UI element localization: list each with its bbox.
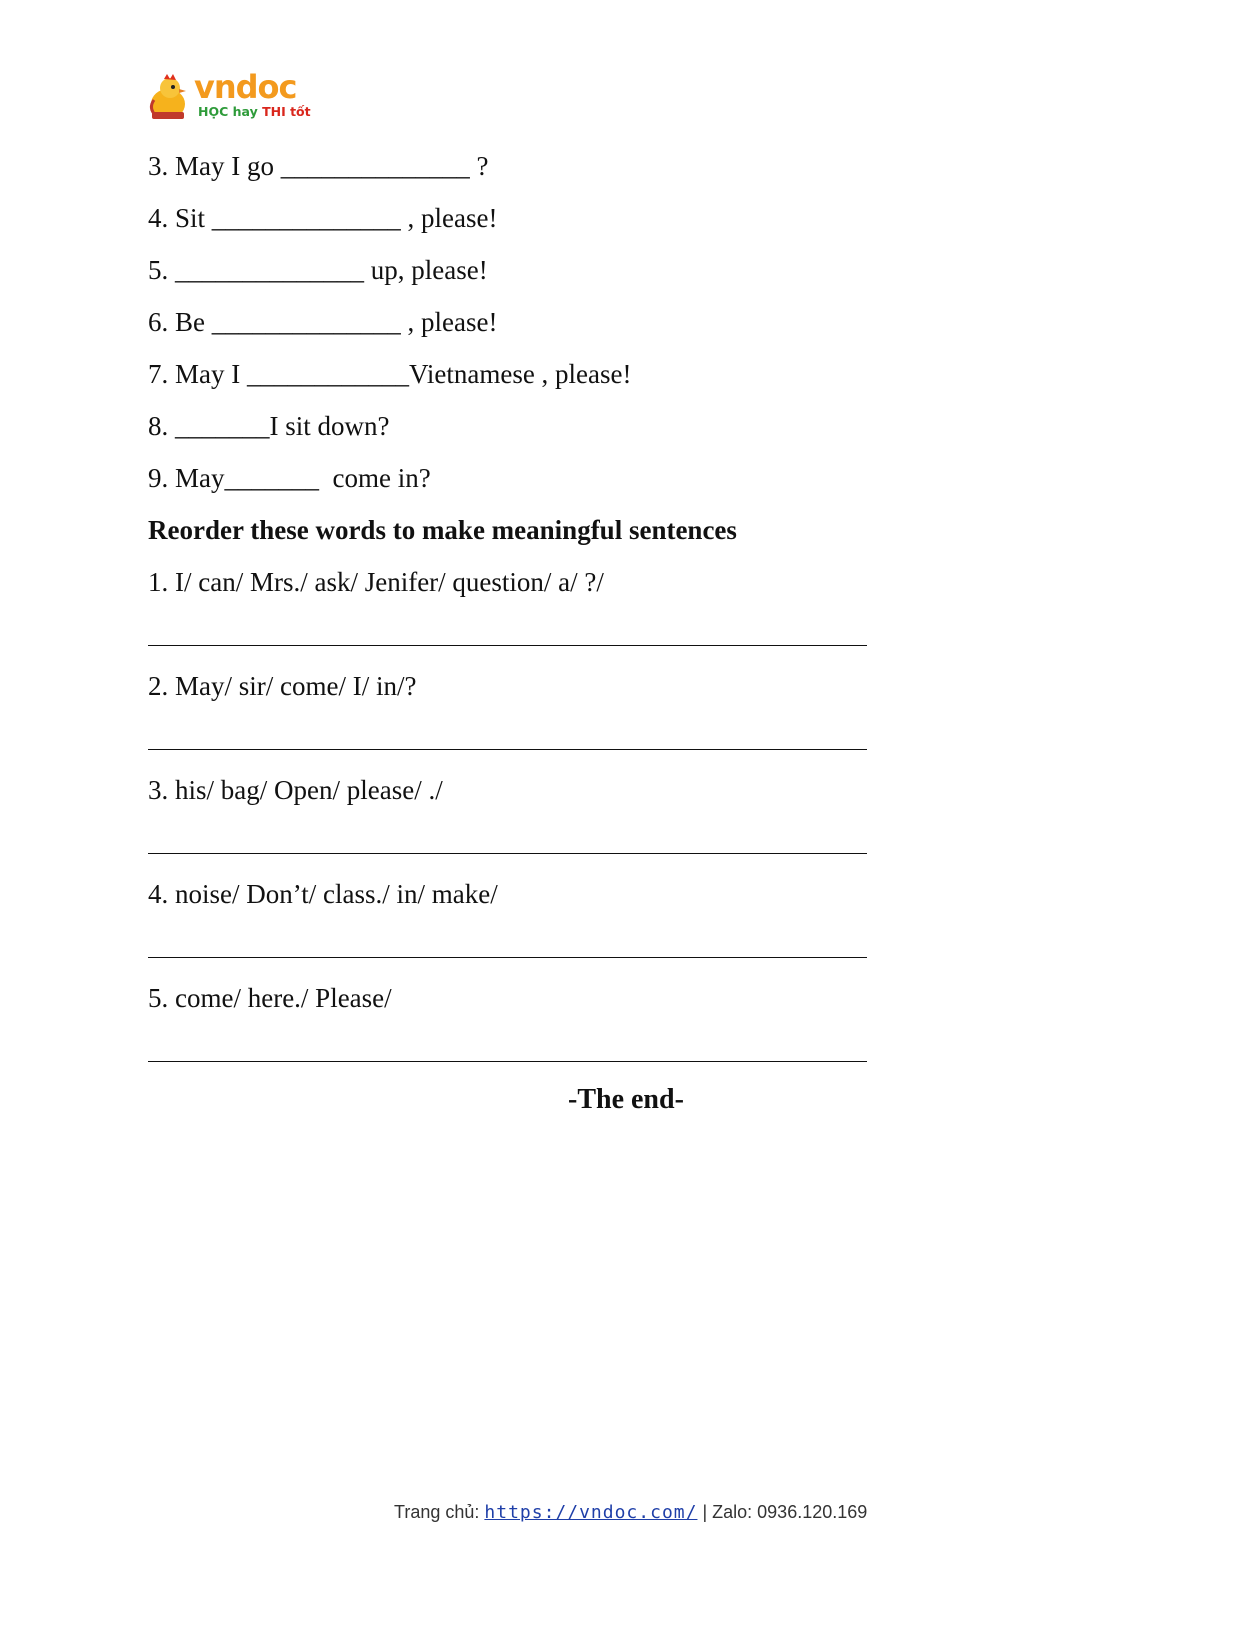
answer-line-1 <box>148 645 867 646</box>
footer-homepage-link[interactable]: https://vndoc.com/ <box>484 1502 698 1523</box>
exercise-item-3: 3. May I go ______________ ? <box>148 151 489 181</box>
vndoc-logo[interactable] <box>146 68 311 126</box>
tagline-hoc: HỌC <box>198 104 229 119</box>
reorder-item-4: 4. noise/ Don’t/ class./ in/ make/ <box>148 879 498 909</box>
reorder-item-2: 2. May/ sir/ come/ I/ in/? <box>148 671 417 701</box>
logo-tagline <box>198 104 311 120</box>
reorder-section-title: Reorder these words to make meaningful sentences <box>148 515 737 545</box>
reorder-item-3: 3. his/ bag/ Open/ please/ ./ <box>148 775 443 805</box>
answer-line-3 <box>148 853 867 854</box>
logo-wordmark: vndoc <box>194 68 297 106</box>
exercise-item-4: 4. Sit ______________ , please! <box>148 203 498 233</box>
the-end-label: -The end- <box>568 1084 684 1115</box>
tagline-thi: THI tốt <box>262 104 311 119</box>
tagline-hay: hay <box>228 104 263 119</box>
answer-line-5 <box>148 1061 867 1062</box>
answer-line-4 <box>148 957 867 958</box>
exercise-item-9: 9. May_______ come in? <box>148 463 431 493</box>
footer-prefix: Trang chủ: <box>394 1502 485 1522</box>
reorder-item-5: 5. come/ here./ Please/ <box>148 983 392 1013</box>
footer-zalo-contact: | Zalo: 0936.120.169 <box>697 1502 868 1522</box>
exercise-item-5: 5. ______________ up, please! <box>148 255 488 285</box>
page-footer <box>394 1502 867 1523</box>
exercise-item-6: 6. Be ______________ , please! <box>148 307 498 337</box>
answer-line-2 <box>148 749 867 750</box>
exercise-item-8: 8. _______I sit down? <box>148 411 390 441</box>
chicken-mascot-icon <box>146 74 192 122</box>
exercise-item-7: 7. May I ____________Vietnamese , please! <box>148 359 632 389</box>
reorder-item-1: 1. I/ can/ Mrs./ ask/ Jenifer/ question/ a/ ?/ <box>148 567 604 597</box>
